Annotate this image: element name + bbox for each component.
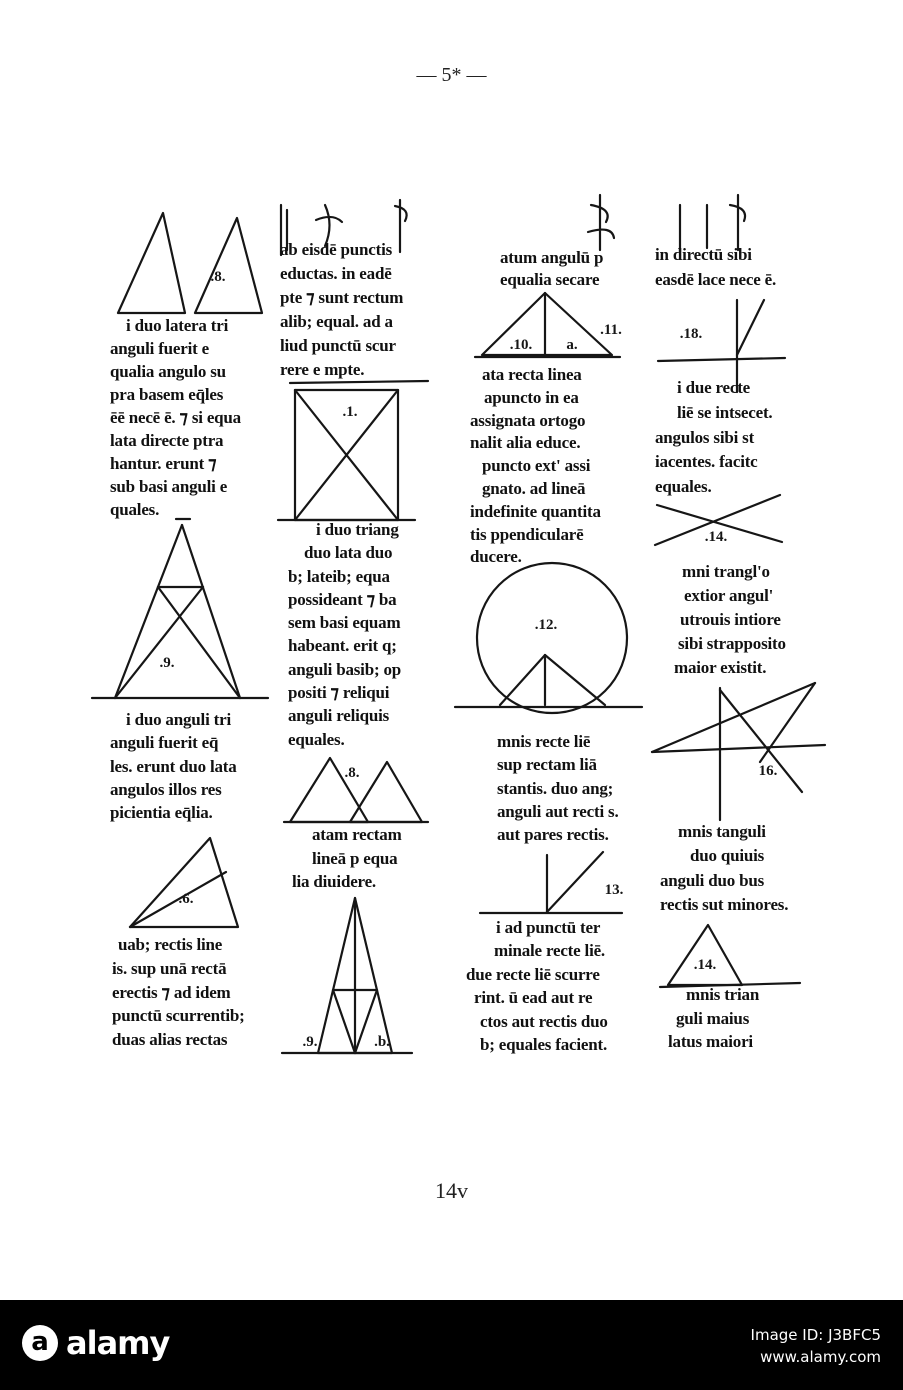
site-url: www.alamy.com (760, 1348, 881, 1366)
text-block (655, 242, 776, 292)
figure-paired-triangles (284, 758, 428, 822)
text-line: i ad punctū ter (496, 918, 601, 937)
text-line: atam rectam (312, 825, 402, 844)
text-line: ata recta linea (482, 365, 582, 384)
text-line: assignata ortogo (470, 410, 586, 430)
text-line: maior existit. (674, 658, 767, 677)
left-leg (115, 525, 182, 698)
text-block (497, 730, 619, 846)
text-line: nalit alia educe. (470, 433, 581, 453)
text-line: rectis sut minores. (660, 894, 789, 914)
text-line: in directū sibi (655, 245, 752, 264)
inner-leg (333, 990, 355, 1053)
text-block (500, 247, 603, 291)
text-block (466, 916, 608, 1056)
text-line: gnato. ad lineā (482, 478, 586, 498)
text-line: ducere. (470, 547, 522, 567)
flourish (588, 195, 614, 250)
text-line: indefinite quantita (470, 501, 601, 521)
watermark-bar (0, 1300, 903, 1390)
text-line: duo lata duo (304, 543, 393, 563)
text-line: angulos sibi st (655, 427, 755, 447)
figure-label: .11. (600, 322, 622, 338)
figure-label: .8. (344, 765, 360, 781)
text-line: anguli duo bus (660, 870, 764, 890)
text-line: ctos aut rectis duo (480, 1011, 608, 1031)
text-line: is. sup unā rectā (112, 958, 227, 978)
folio-number: 14v (435, 1178, 468, 1203)
diagonal (737, 300, 764, 355)
text-block (470, 364, 601, 569)
triangle-right (195, 218, 262, 313)
watermark-info (751, 1324, 881, 1368)
text-line: anguli reliquis (288, 706, 390, 726)
text-line: pra basem eq̄les (110, 385, 224, 404)
text-line: habeant. erit q; (288, 636, 397, 656)
figure-crossed-rectangle (278, 381, 428, 520)
chord (500, 655, 545, 705)
figure-crossed-triangle (92, 519, 268, 698)
text-line: liud punctū scur (280, 336, 396, 355)
text-block (668, 983, 759, 1054)
text-line: ab eisdē punctis (280, 240, 393, 259)
text-line: due recte liē scurre (466, 964, 600, 984)
text-line: liē se intsecet. (677, 402, 773, 422)
triangle-left (118, 213, 185, 313)
text-line: sibi strapposito (678, 634, 786, 653)
text-line: b; lateib; equa (288, 566, 390, 586)
text-line: positi ⁊ reliqui (288, 683, 390, 703)
text-line: i due recte (677, 378, 751, 397)
figure-label: .10. (509, 337, 533, 353)
figure-label: .14. (704, 529, 728, 545)
text-line: i duo triang (316, 520, 399, 539)
figure-label: .8. (210, 269, 226, 285)
triangle (482, 293, 612, 355)
text-line: mnis trian (686, 985, 760, 1004)
text-block (110, 314, 241, 521)
text-line: lineā p equa (312, 848, 398, 868)
text-line: minale recte liē. (494, 941, 605, 961)
ground-line (658, 358, 785, 361)
text-line: aut pares rectis. (497, 825, 609, 845)
text-line: quales. (110, 500, 160, 519)
right-leg (182, 525, 240, 698)
diagonal (158, 587, 240, 698)
initial-flourishes (588, 195, 614, 250)
text-line: i duo anguli tri (126, 710, 231, 729)
figure-angle-13 (480, 852, 624, 913)
text-block (110, 708, 237, 824)
text-line: picientia eq̄lia. (110, 803, 213, 823)
text-line: apuncto in ea (484, 387, 579, 407)
text-block (292, 823, 402, 894)
text-line: lata directe ptra (110, 431, 224, 450)
text-line: stantis. duo ang; (497, 778, 614, 798)
alamy-logo (22, 1324, 169, 1362)
figure-label: 13. (604, 882, 624, 898)
text-line: tis ppendicularē (470, 524, 584, 544)
figure-triangle-diagonal (130, 838, 238, 927)
figure-star-lines (652, 683, 825, 820)
text-line: eductas. in eadē (280, 264, 392, 283)
text-line: les. erunt duo lata (110, 756, 237, 776)
text-line: alib; equal. ad a (280, 312, 393, 331)
text-line: sub basi anguli e (110, 477, 228, 496)
text-line: uab; rectis line (118, 935, 223, 954)
figure-label: .12. (534, 617, 558, 633)
triangle-right (350, 762, 422, 822)
figure-intersecting-lines (655, 495, 782, 545)
text-line: ēē necē ē. ⁊ si equa (110, 408, 241, 427)
figure-label: .b. (374, 1034, 390, 1050)
text-line: mni trangl'o (682, 562, 770, 581)
text-line: atum angulū p (500, 248, 604, 267)
text-line: mnis recte liē (497, 732, 591, 751)
text-line: pte ⁊ sunt rectum (280, 288, 404, 307)
text-line: rere e mpte. (280, 360, 365, 379)
page-number: — 5* — (416, 64, 487, 86)
figure-label: .1. (342, 404, 358, 420)
figure-twin-triangles (118, 213, 262, 313)
figure-label: .14. (693, 957, 717, 973)
figure-bisected-triangle (475, 293, 622, 357)
image-id: Image ID: J3BFC5 (750, 1326, 881, 1344)
text-line: duas alias rectas (112, 1030, 228, 1050)
text-line: extior angul' (684, 586, 774, 605)
figure-circle (455, 563, 642, 713)
text-line: duo quiuis (690, 846, 765, 866)
text-block (112, 933, 245, 1052)
triangle (130, 838, 238, 927)
text-line: sup rectam liā (497, 755, 597, 775)
text-line: anguli fuerit eq̄ (110, 733, 219, 753)
alamy-logo-icon: a (22, 1325, 58, 1361)
text-line: qualia angulo su (110, 362, 226, 381)
text-line: utrouis intiore (680, 610, 781, 629)
figure-label: .9. (302, 1034, 318, 1050)
figure-label: .6. (178, 891, 194, 907)
text-line: equalia secare (500, 270, 600, 289)
figure-label: .9. (159, 655, 175, 671)
text-line: equales. (655, 477, 712, 496)
text-line: iacentes. facitc (655, 452, 758, 472)
triangle (668, 925, 742, 985)
text-block (288, 518, 401, 751)
text-line: puncto ext' assi (482, 456, 591, 476)
text-line: b; equales facient. (480, 1035, 607, 1055)
line (652, 745, 825, 752)
text-line: mnis tanguli (678, 822, 766, 841)
diagonal (547, 852, 603, 912)
figure-label: a. (566, 337, 578, 353)
figure-label: .18. (679, 326, 703, 342)
text-line: possideant ⁊ ba (288, 589, 397, 609)
figure-small-triangle (660, 925, 800, 987)
text-line: i duo latera tri (126, 316, 229, 335)
figure-tall-triangle (282, 898, 412, 1053)
text-line: sem basi equam (288, 613, 401, 633)
text-line: latus maiori (668, 1032, 753, 1051)
figure-label: 16. (758, 763, 778, 779)
text-line: rint. ū ead aut re (474, 988, 593, 1008)
text-block (280, 238, 403, 382)
text-line: equales. (288, 729, 345, 749)
diagonal (115, 587, 203, 698)
text-block (655, 376, 772, 500)
circle (477, 563, 627, 713)
text-line: hantur. erunt ⁊ (110, 454, 217, 473)
text-block (660, 820, 788, 917)
text-line: lia diuidere. (292, 872, 376, 891)
text-line: erectis ⁊ ad idem (112, 982, 231, 1002)
text-line: punctū scurrentib; (112, 1006, 245, 1026)
alamy-logo-text: alamy (66, 1324, 170, 1362)
text-line: anguli aut recti s. (497, 801, 619, 821)
text-line: anguli fuerit e (110, 339, 209, 358)
text-line: angulos illos res (110, 779, 222, 799)
text-line: guli maius (676, 1008, 750, 1028)
chord (545, 655, 605, 705)
text-block (668, 560, 786, 680)
text-line: easdē lace nece ē. (655, 270, 777, 289)
text-line: anguli basib; op (288, 659, 402, 679)
